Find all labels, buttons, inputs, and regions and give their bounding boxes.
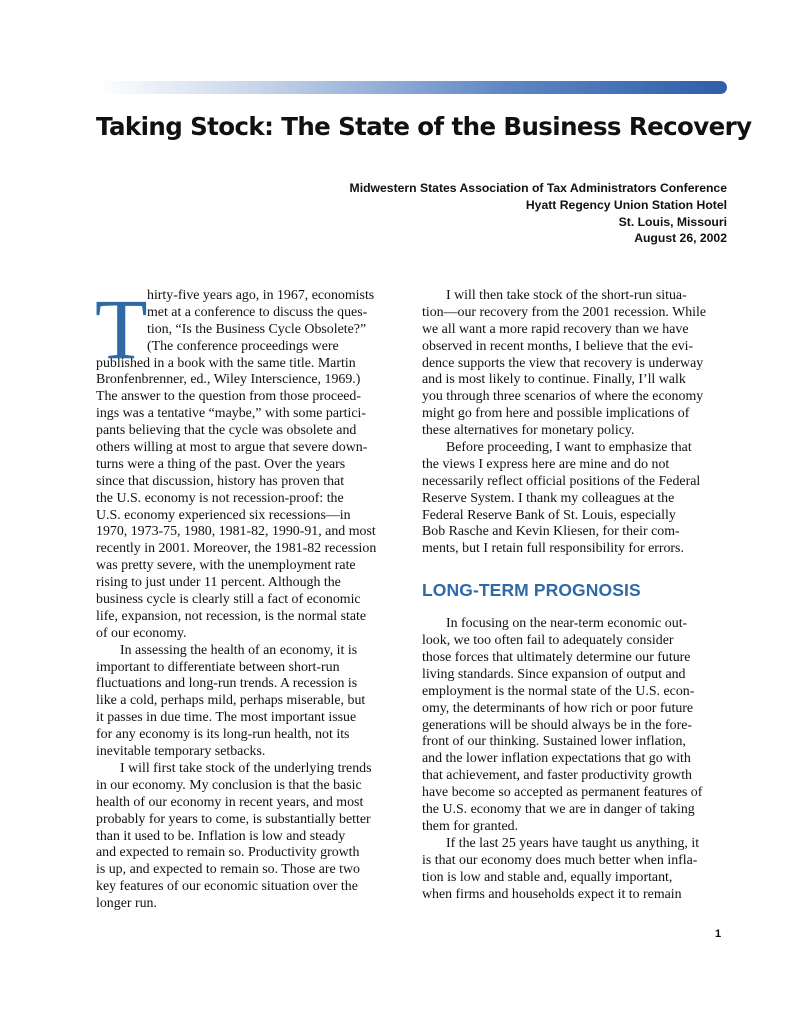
text-line: than it used to be. Inflation is low and steady: [96, 828, 346, 844]
text-line: necessarily reflect official positions of the Federal: [422, 473, 701, 489]
text-line: business cycle is clearly still a fact of economic: [96, 592, 361, 608]
text-line: them for granted.: [422, 818, 519, 834]
text-line: ments, but I retain full responsibility for errors.: [422, 541, 684, 557]
text-line: rising to just under 11 percent. Although the: [96, 575, 341, 591]
venue-line: August 26, 2002: [634, 231, 727, 246]
text-line: life, expansion, not recession, is the normal state: [96, 608, 367, 624]
text-line: In focusing on the near-term economic out-: [446, 616, 688, 632]
venue-line: St. Louis, Missouri: [618, 214, 727, 229]
text-line: for any economy is its long-run health, not its: [96, 727, 350, 743]
text-line: employment is the normal state of the U.S. econ-: [422, 683, 695, 699]
text-line: generations will be should always be in the fore-: [422, 717, 693, 733]
text-line: The answer to the question from those proceed-: [96, 389, 361, 405]
text-line: 1970, 1973-75, 1980, 1981-82, 1990-91, and most: [96, 524, 376, 540]
text-line: the U.S. economy that we are in danger of taking: [422, 802, 695, 818]
text-line: important to differentiate between short-run: [96, 659, 340, 675]
text-line: observed in recent months, I believe that the evi-: [422, 338, 694, 354]
text-line: living standards. Since expansion of output and: [422, 666, 686, 682]
text-line: of our economy.: [96, 625, 187, 641]
text-line: met at a conference to discuss the ques-: [147, 304, 368, 320]
text-line: look, we too often fail to adequately consider: [422, 633, 674, 649]
text-line: have become so accepted as permanent features of: [422, 785, 703, 801]
text-line: the views I express here are mine and do not: [422, 456, 670, 472]
text-line: tion is low and stable and, equally important,: [422, 869, 673, 885]
text-line: turns were a thing of the past. Over the years: [96, 456, 346, 472]
text-line: omy, the determinants of how rich or poor future: [422, 700, 694, 716]
text-line: Before proceeding, I want to emphasize that: [446, 440, 692, 456]
text-line: might go from here and possible implications of: [422, 406, 690, 422]
text-line: ings was a tentative “maybe,” with some partici-: [96, 406, 367, 422]
text-line: we all want a more rapid recovery than we have: [422, 321, 689, 337]
text-line: recently in 2001. Moreover, the 1981-82 recession: [96, 541, 377, 557]
text-line: longer run.: [96, 896, 157, 912]
left-column: [95, 281, 401, 913]
text-line: those forces that ultimately determine our future: [422, 650, 691, 666]
text-line: Federal Reserve Bank of St. Louis, especially: [422, 507, 676, 523]
text-line: is that our economy does much better when infla-: [422, 852, 698, 868]
text-line: pants believing that the cycle was obsolete and: [96, 423, 357, 439]
right-column: [422, 288, 727, 903]
text-line: Bronfenbrenner, ed., Wiley Interscience, 1969.): [96, 372, 361, 388]
text-line: dence supports the view that recovery is underway: [422, 355, 704, 371]
text-line: health of our economy in recent years, and most: [96, 794, 364, 810]
text-line: was pretty severe, with the unemployment rate: [96, 558, 356, 574]
text-line: is up, and expected to remain so. Those are two: [96, 862, 360, 878]
text-line: inevitable temporary setbacks.: [96, 744, 266, 760]
text-line: If the last 25 years have taught us anything, it: [446, 835, 700, 851]
text-line: these alternatives for monetary policy.: [422, 423, 635, 439]
text-line: it passes in due time. The most important issue: [96, 710, 357, 726]
section-heading-text: LONG-TERM PROGNOSIS: [422, 580, 641, 601]
text-line: In assessing the health of an economy, it is: [120, 642, 358, 658]
venue-line: Hyatt Regency Union Station Hotel: [525, 197, 727, 212]
text-line: probably for years to come, is substantially better: [96, 811, 371, 827]
text-line: I will then take stock of the short-run situa-: [446, 288, 687, 303]
text-line: in our economy. My conclusion is that the basic: [96, 777, 362, 793]
text-line: others willing at most to argue that severe down-: [96, 440, 368, 456]
text-line: since that discussion, history has proven that: [96, 473, 345, 489]
text-line: tion—our recovery from the 2001 recession. While: [422, 304, 707, 320]
text-line: when firms and households expect it to remain: [422, 886, 682, 902]
text-line: (The conference proceedings were: [147, 338, 339, 354]
text-line: and the lower inflation expectations that go with: [422, 751, 691, 767]
venue-block: [350, 180, 727, 247]
text-line: I will first take stock of the underlying trends: [120, 760, 372, 776]
section-heading: [422, 572, 727, 616]
text-line: key features of our economic situation over the: [96, 879, 358, 895]
text-line: hirty-five years ago, in 1967, economists: [147, 288, 375, 303]
text-line: U.S. economy experienced six recessions—in: [96, 507, 351, 523]
drop-cap: T: [95, 281, 148, 377]
text-line: Reserve System. I thank my colleagues at the: [422, 490, 675, 506]
text-line: fluctuations and long-run trends. A recession is: [96, 676, 358, 692]
page-title: Taking Stock: The State of the Business Recovery: [96, 112, 752, 141]
text-line: that achievement, and faster productivity growth: [422, 768, 693, 784]
venue-line: Midwestern States Association of Tax Administrators Conference: [349, 181, 727, 195]
text-line: and is most likely to continue. Finally, I’ll walk: [422, 372, 686, 388]
text-line: front of our thinking. Sustained lower inflation,: [422, 734, 686, 750]
text-line: you through three scenarios of where the economy: [422, 389, 704, 405]
page-number: 1: [715, 928, 722, 940]
text-line: the U.S. economy is not recession-proof: the: [96, 490, 344, 506]
text-line: Bob Rasche and Kevin Kliesen, for their com-: [422, 524, 680, 540]
text-line: published in a book with the same title. Martin: [96, 355, 356, 371]
header-rule: [96, 81, 727, 94]
text-line: like a cold, perhaps mild, perhaps miserable, but: [96, 693, 366, 709]
section-spacer: [422, 558, 727, 572]
text-line: tion, “Is the Business Cycle Obsolete?”: [147, 321, 367, 337]
text-line: and expected to remain so. Productivity growth: [96, 845, 360, 861]
